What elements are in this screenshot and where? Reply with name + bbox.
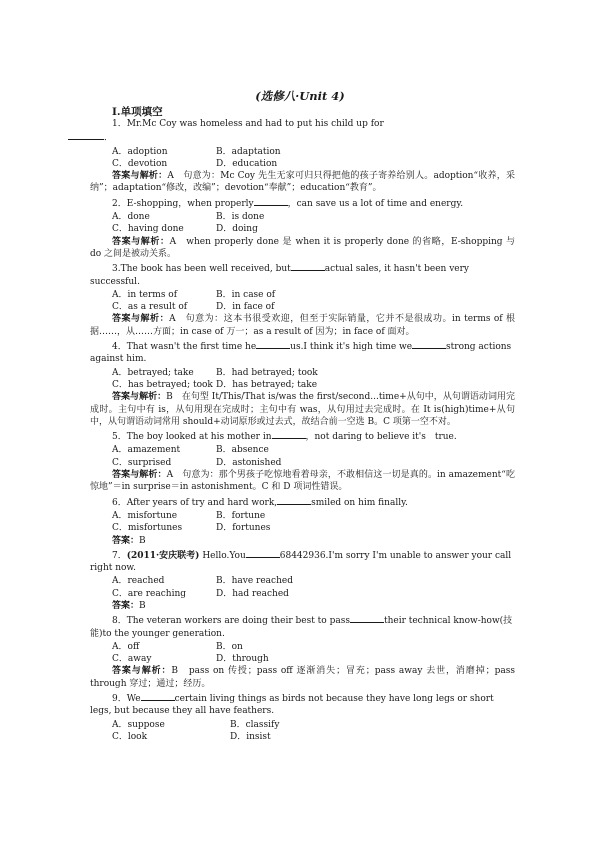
options: [90, 367, 515, 392]
option: D．doing: [216, 224, 258, 235]
answer-explanation: 答案与解析：A when properly done 是 when it is properly done 的省略，E-shopping 与 do 之间是被动关系。: [90, 236, 515, 259]
option: A．betrayed; take: [112, 367, 194, 378]
question-stem: 4．That wasn't the first time he us.I think it's high time we strong actions against him.: [90, 339, 515, 366]
option: A．misfortune: [112, 510, 178, 521]
options: [90, 211, 515, 236]
option: A．done: [112, 212, 150, 223]
option: B．fortune: [216, 510, 266, 521]
question-stem: 6．After years of try and hard work, smiled on him finally.: [90, 495, 515, 509]
option: D．education: [216, 158, 278, 169]
question-stem: 8．The veteran workers are doing their best to pass their technical know-how(技能)to the younger generation.: [90, 613, 515, 640]
answer-blank: [412, 339, 446, 349]
answer-blank: [141, 691, 175, 701]
options: [90, 719, 515, 744]
option: C．devotion: [112, 158, 168, 169]
option: D．in face of: [216, 302, 275, 313]
option: B．in case of: [216, 289, 276, 300]
answer-blank: [350, 613, 384, 623]
option: D．astonished: [216, 457, 282, 468]
option: A．reached: [112, 576, 165, 587]
answer-blank: [272, 429, 306, 439]
option: C．misfortunes: [112, 523, 183, 534]
question-list: [90, 118, 515, 743]
option: B．adaptation: [216, 146, 281, 157]
option: A．off: [112, 641, 140, 652]
page-title: (选修八·Unit 4): [255, 89, 345, 103]
option: D．had reached: [216, 588, 289, 599]
option: C．has betrayed; took: [112, 379, 213, 390]
option: C．away: [112, 654, 152, 665]
option: B．absence: [216, 445, 269, 456]
options: [90, 146, 515, 171]
option: B．on: [216, 641, 243, 652]
answer-blank: [291, 261, 325, 271]
answer-blank: [256, 339, 290, 349]
answer-explanation: 答案与解析：A 句意为：这本书很受欢迎，但至于实际销量，它并不是很成功。in terms of 根据……，从……方面；in case of 万一；as a result of 因为；in face of 面对。: [90, 314, 515, 337]
option: D．has betrayed; take: [216, 379, 318, 390]
options: [90, 641, 515, 666]
answer-blank: [246, 548, 280, 558]
option: A．amazement: [112, 445, 181, 456]
answer-explanation: 答案与解析：A 句意为：Mc Coy 先生无家可归只得把他的孩子寄养给别人。adoption“收养，采纳”；adaptation“修改，改编”；devotion“奉献”；education“教育”。: [90, 171, 515, 194]
options: [90, 444, 515, 469]
option: D．fortunes: [216, 523, 271, 534]
option: C．having done: [112, 224, 184, 235]
answer-explanation: 答案与解析：A 句意为：那个男孩子吃惊地看着母亲，不敢相信这一切是真的。in amazement“吃惊地”＝in surprise＝in astonishment。C 和 D 项词性错误。: [90, 470, 515, 493]
question-stem: 5．The boy looked at his mother in ，not daring to believe it's true.: [90, 429, 515, 443]
option: A．in terms of: [112, 289, 178, 300]
answer-blank: [254, 196, 288, 206]
question-stem: 1．Mr.Mc Coy was homeless and had to put his child up for ．: [90, 118, 515, 145]
option: C．are reaching: [112, 588, 187, 599]
option: B．had betrayed; took: [216, 367, 318, 378]
answer-explanation: 答案：B: [112, 535, 146, 546]
option: D．through: [216, 654, 269, 665]
section-heading: Ⅰ.单项填空: [112, 106, 163, 118]
question-stem: 9．We certain living things as birds not because they have long legs or short legs, but because they all have feathers.: [90, 691, 515, 718]
option: B．classify: [230, 719, 280, 730]
option: B．have reached: [216, 576, 293, 587]
options: [90, 575, 515, 600]
answer-explanation: 答案与解析：B 在句型 It/This/That is/was the first/second...time+从句中，从句谓语动词用完成时。主句中有 is，从句用现在完成时；主句中有 was，从句用过去完成时。在 It is(high)time+从句中，从句谓语动词常用 should+动词原形或过去式，故结合前一空选 B。C 项第一空不对。: [90, 392, 515, 427]
options: [90, 510, 515, 535]
answer-blank: [68, 130, 104, 140]
answer-explanation: 答案与解析：B pass on 传授；pass off 逐渐消失；冒充；pass away 去世，消磨掉；pass through 穿过；通过；经历。: [90, 666, 515, 689]
option: C．surprised: [112, 457, 172, 468]
question-stem: 2．E-shopping，when properly ，can save us a lot of time and energy.: [90, 196, 515, 210]
answer-explanation: 答案：B: [112, 600, 146, 611]
option: A．suppose: [112, 719, 165, 730]
question-stem: 7．(2011·安庆联考) Hello.You 68442936.I'm sorry I'm unable to answer your call right now.: [90, 548, 515, 575]
answer-blank: [277, 495, 311, 505]
option: C．look: [112, 731, 148, 742]
option: D．insist: [230, 731, 271, 742]
question-stem: 3.The book has been well received, but actual sales, it hasn't been very successful.: [90, 261, 515, 288]
option: A．adoption: [112, 146, 168, 157]
option: C．as a result of: [112, 302, 188, 313]
option: B．is done: [216, 212, 265, 223]
options: [90, 289, 515, 314]
